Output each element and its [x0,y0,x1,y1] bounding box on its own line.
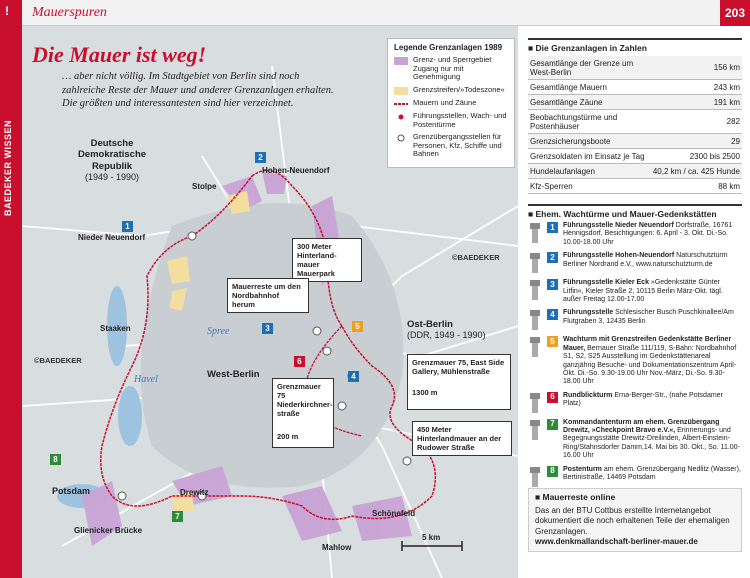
map-legend [387,38,515,168]
legend-swatch-yellow [394,87,408,95]
site-item [528,392,742,414]
site-details: Erinnerungs- und Begegnungsstätte Drewitz-Dreilinden, Albert-Einstein-Ring/Stahnsdorfer Damm,14. Mai bis 30. Okt., So. 11.00-16.00 Uhr [563,427,740,460]
site-details: Schlesischer Busch Puschkinallee/Am Flutgraben 3, 12435 Berlin [563,309,734,325]
legend-item-todeszone: Grenzstreifen/»Todeszone« [394,86,508,95]
exclamation-icon: ! [5,4,9,18]
site-text [563,309,742,331]
river-spree: Spree [207,326,230,337]
stats-label: Grenzsoldaten im Einsatz je Tag [528,149,651,164]
header-bar [22,0,750,26]
watchtower-icon [528,336,542,358]
marker-5: 5 [352,321,363,332]
sites-heading: ■ Ehem. Wachtürme und Mauer-Gedenkstätten [528,204,742,219]
watchtower-icon [528,309,542,331]
niederkirchner-length: 200 m [277,432,299,441]
stats-row [528,56,742,80]
watchtower-icon [528,252,542,274]
stats-value: 243 km [651,80,742,95]
stats-label: Grenzsicherungsboote [528,134,651,149]
place-potsdam: Potsdam [52,486,91,496]
site-item [528,222,742,247]
stats-value: 88 km [651,179,742,194]
region-ddr-years: (1949 - 1990) [84,172,140,183]
stats-value: 156 km [651,56,742,80]
scale-label: 5 km [422,533,441,542]
online-box [528,488,742,552]
online-text: Das an der BTU Cottbus erstellte Internetangebot dokumentiert die noch erhaltenen Teile der ehemaligen Grenzanlagen. [535,506,730,536]
site-item [528,279,742,304]
callout-mauerpark: 300 Meter Hinterland-mauer Mauerpark [292,238,362,282]
niederkirchner-label: Grenzmauer 75 Niederkirchner-straße [277,382,333,418]
stats-table [528,56,742,194]
site-title: Führungsstelle Kieler Eck [563,279,651,287]
site-title: Führungsstelle Hohen-Neuendorf [563,252,677,260]
site-item [528,419,742,461]
region-west-berlin: West-Berlin [207,369,260,380]
stats-label: Beobachtungstürme und Postenhäuser [528,110,651,134]
sidebar [0,0,22,578]
site-details: am ehem. Grenzübergang Nedlitz (Wasser), Bertinistraße, 14469 Potsdam [563,465,741,482]
site-title: Führungsstelle Nieder Neuendorf [563,222,676,229]
region-ost-berlin [407,319,486,341]
site-item [528,252,742,274]
site-number: 5 [547,336,558,347]
marker-6: 6 [294,356,305,367]
stats-value: 282 [651,110,742,134]
east-side-gallery-label: Grenzmauer 75, East Side Gallery, Mühlenstraße [412,358,505,376]
east-side-gallery-length: 1300 m [412,388,438,397]
stats-row [528,179,742,194]
stats-label: Gesamtlänge Zäune [528,95,651,110]
site-number: 7 [547,419,558,430]
site-title: Führungsstelle [563,309,616,317]
watchtower-icon [528,279,542,301]
region-ddr-title: Deutsche Demokratische Republik [77,138,147,172]
site-details: Dorfstraße, 16761 Hennigsdorf, Besichtigungen: 6. April - 3. Okt. Di.-So. 10.00-18.00 Uhr [563,222,733,246]
watchtower-icon [528,466,542,488]
legend-crossing-icon [394,134,408,142]
stats-value: 40,2 km / ca. 425 Hunde [651,164,742,179]
stats-row [528,110,742,134]
legend-item-tuerme: Führungsstellen, Wach- und Postentürme [394,112,508,129]
place-mahlow: Mahlow [322,543,352,552]
site-item [528,309,742,331]
site-number: 6 [547,392,558,403]
sidebar-label: BAEDEKER WISSEN [3,120,13,217]
map-title: Die Mauer ist weg! [32,42,207,67]
baedeker-watermark-west: ©BAEDEKER [34,356,82,365]
stats-value: 191 km [651,95,742,110]
site-text [563,252,742,274]
site-details: »Gedenkstätte Günter Litfin«, Kieler Straße 2, 10115 Berlin März-Okt. tägl. außer Freitag 12.00-17.00 [563,279,723,303]
marker-1: 1 [122,221,133,232]
place-hohen-neuendorf: Hohen-Neuendorf [262,166,330,175]
legend-tower-dot-icon [394,113,408,121]
site-number: 1 [547,222,558,233]
marker-8: 8 [50,454,61,465]
stats-label: Hundelaufanlagen [528,164,651,179]
site-item [528,336,742,386]
site-details: Erna-Berger-Str., (nahe Potsdamer Platz) [563,391,723,408]
legend-item-grenzuebergang: Grenzübergangsstellen für Personen, Kfz, Schiffe und Bahnen [394,133,508,159]
site-item [528,466,742,488]
place-staaken: Staaken [100,324,131,333]
stats-label: Gesamtlänge der Grenze um West-Berlin [528,56,651,80]
marker-4: 4 [348,371,359,382]
sites-list [528,222,742,488]
callout-rudower: 450 Meter Hinterlandmauer an der Rudower Straße [412,421,512,456]
stats-row [528,80,742,95]
site-title: Kommandantenturm am ehem. Grenzübergang Drewitz, »Checkpoint Bravo e.V.«, [563,418,720,435]
watchtower-icon [528,419,542,441]
marker-7: 7 [172,511,183,522]
stats-row [528,95,742,110]
watchtower-icon [528,222,542,244]
legend-item-mauern: Mauern und Zäune [394,99,508,108]
site-number: 8 [547,466,558,477]
site-title: Rundblickturm [563,391,615,399]
place-schoenefeld: Schönefeld [372,509,416,518]
baedeker-watermark-east: ©BAEDEKER [452,253,500,262]
site-text [563,336,742,386]
right-column [528,38,742,493]
site-text [563,466,742,488]
running-head: Mauerspuren [32,5,107,20]
page-number: 203 [720,0,750,26]
stats-value: 2300 bis 2500 [651,149,742,164]
marker-3: 3 [262,323,273,334]
place-drewitz: Drewitz [180,488,209,497]
region-ost-years: (DDR, 1949 - 1990) [407,330,486,341]
site-number: 2 [547,252,558,263]
marker-2: 2 [255,152,266,163]
stats-row [528,149,742,164]
stats-label: Kfz-Sperren [528,179,651,194]
site-number: 3 [547,279,558,290]
stats-heading: ■ Die Grenzanlagen in Zahlen [528,38,742,53]
online-heading: ■ Mauerreste online [535,492,616,502]
stats-row [528,134,742,149]
online-url[interactable]: www.denkmallandschaft-berliner-mauer.de [535,537,698,547]
site-number: 4 [547,309,558,320]
map-intro: … aber nicht völlig. Im Stadtgebiet von Berlin sind noch zahlreiche Reste der Mauer und anderer Grenzanlagen erhalten. Die größten und interessantesten sind hier verzeichnet. [62,71,334,110]
site-title: Wachturm mit Grenzstreifen Gedenkstätte Berliner Mauer, [563,336,732,352]
stats-label: Gesamtlänge Mauern [528,80,651,95]
stats-row [528,164,742,179]
site-text [563,222,742,247]
legend-title: Legende Grenzanlagen 1989 [394,43,503,52]
place-stolpe: Stolpe [192,182,217,191]
site-text [563,419,742,461]
legend-item-sperrgebiet: Grenz- und Sperrgebiet Zugang nur mit Genehmigung [394,56,508,82]
legend-swatch-purple [394,57,408,65]
place-glienicker-bruecke: Glienicker Brücke [74,526,143,535]
site-text [563,279,742,304]
callout-niederkirchner [272,378,334,448]
site-title: Postenturm [563,465,604,473]
callout-east-side-gallery [407,354,511,410]
site-text [563,392,742,414]
stats-value: 29 [651,134,742,149]
watchtower-icon [528,392,542,414]
place-nieder-neuendorf: Nieder Neuendorf [78,233,146,242]
legend-wall-line-icon [394,100,408,108]
callout-nordbahnhof: Mauerreste um den Nordbahnhof herum [227,278,309,313]
site-details: Naturschutzturm Berliner Nordrand e.V., www.naturschutzturm.de [563,252,728,268]
site-details: Bernauer Straße 111/119, S-Bahn: Nordbahnhof S1, S2, S25 Ausstellung im Gedenkstättenareal ganzjährig Besuche- und Dokumentationszentrum April-Okt. Di.-So. 9.30-19.00 Uhr Nov.-März, Di.-So. 9.30-18.00 Uhr [563,344,737,386]
river-havel: Havel [134,374,158,385]
region-ost-title: Ost-Berlin [407,319,453,330]
region-ddr [62,138,162,183]
